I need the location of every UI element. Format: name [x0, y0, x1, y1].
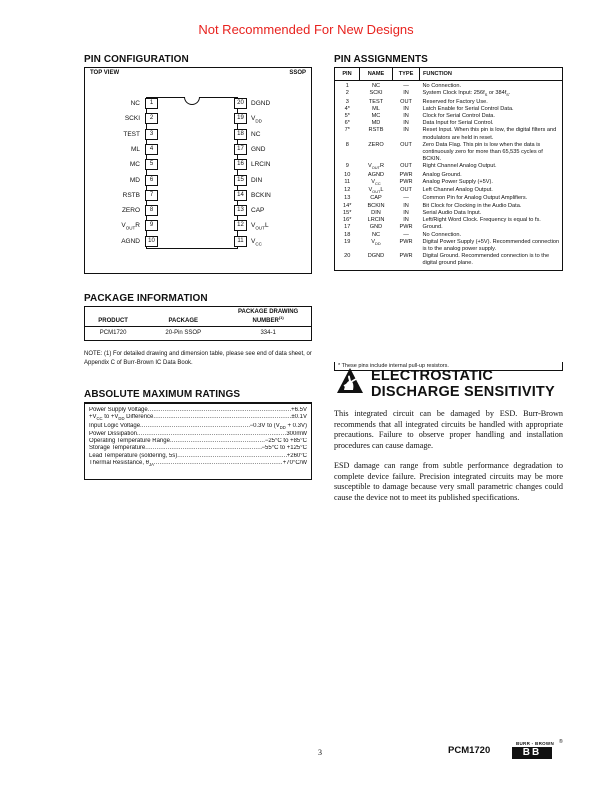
- pin-label: NC: [251, 130, 261, 138]
- assignments-footnote: * These pins include internal pull-up resistors.: [334, 362, 563, 371]
- rating-row: [89, 407, 307, 414]
- pin-cell: 10: [344, 171, 351, 178]
- subscript: OUT: [371, 165, 380, 171]
- pin-cell: 14*: [343, 202, 352, 209]
- rating-value: +6.5V: [291, 407, 307, 413]
- subscript: DD: [375, 240, 381, 246]
- rating-label: $+V_{CC}$ to $+V_{DD}$ Difference: [89, 414, 154, 422]
- col-pin: PIN: [335, 68, 360, 81]
- pin-number: 16: [234, 159, 247, 170]
- pin-cell: 2: [345, 90, 349, 97]
- rating-row: [89, 414, 307, 422]
- pin-label: AGND: [121, 237, 140, 245]
- pin-label: MC: [129, 161, 140, 169]
- function-cell: System Clock Input: $256f_S$ or $384f_S$.: [422, 90, 511, 98]
- pin-cell: 8: [345, 141, 349, 148]
- rating-row: [89, 438, 307, 445]
- function-cell: Clock for Serial Control Data.: [422, 112, 495, 119]
- function-cell: Zero Data Flag. This pin is low when the data is continuously zero for more than 65,535 cycles of BCKIN.: [422, 141, 543, 163]
- top-view-label: TOP VIEW: [90, 70, 120, 76]
- pin-cell: 11: [344, 178, 351, 185]
- table-row: [335, 239, 563, 253]
- table-row: [335, 120, 563, 127]
- function-cell: Reset Input. When this pin is low, the digital filters and modulators are held in reset.: [422, 127, 557, 141]
- pin-number: 14: [234, 190, 247, 201]
- logo-text: BURR - BROWN: [515, 741, 555, 746]
- name-cell: RSTB: [368, 127, 384, 134]
- pin-number: 19: [234, 113, 247, 124]
- name-cell: LRCIN: [367, 217, 385, 224]
- pin-number: 11: [234, 236, 247, 247]
- rating-leader: [153, 414, 291, 422]
- rating-value: −25°C to +85°C: [264, 438, 307, 445]
- rating-label: Power Dissipation: [89, 430, 138, 437]
- pin-number: 7: [145, 190, 158, 201]
- name-cell: NC: [371, 83, 381, 89]
- type-cell: IN: [403, 105, 409, 112]
- table-row: [335, 90, 563, 98]
- name-cell: NC: [371, 231, 381, 238]
- drawing-cell: 334-1: [260, 330, 276, 336]
- function-cell: Ground.: [422, 224, 443, 231]
- pin-number: 2: [145, 113, 158, 124]
- name-cell: DIN: [371, 209, 381, 216]
- rating-leader: [177, 453, 286, 460]
- pin-config-diagram: [84, 67, 312, 274]
- rating-leader: [170, 438, 265, 445]
- name-cell: AGND: [367, 171, 385, 178]
- pin-label: LRCIN: [251, 161, 271, 169]
- rating-value: 300mW: [286, 430, 307, 437]
- pin-cell: 6*: [344, 120, 350, 127]
- col-drawing: [225, 307, 311, 327]
- pin-cell: 17: [344, 224, 351, 231]
- pin-assignments-table: [334, 67, 563, 271]
- pin-cell: 9: [345, 163, 349, 170]
- name-cell: $V_{OUT}R$: [367, 163, 385, 171]
- subscript: S: [506, 92, 509, 98]
- rating-label: Storage Temperature: [89, 445, 146, 452]
- table-row: [335, 195, 563, 202]
- name-cell: MC: [371, 112, 381, 119]
- esd-title-line2: DISCHARGE SENSITIVITY: [371, 384, 555, 400]
- not-recommended-banner: Not Recommended For New Designs: [198, 22, 414, 37]
- pin-label: DGND: [251, 100, 271, 107]
- rating-row: [89, 460, 307, 468]
- function-cell: Left Channel Analog Output.: [422, 187, 493, 194]
- function-cell: Right Channel Analog Output.: [422, 163, 497, 170]
- name-cell: DGND: [367, 253, 385, 260]
- type-cell: OUT: [400, 98, 412, 105]
- package-info-title: PACKAGE INFORMATION: [84, 293, 312, 307]
- table-row: [335, 217, 563, 224]
- esd-paragraph-1: This integrated circuit can be damaged by ESD. Burr-Brown recommends that all integrated circuits be handled with appropriate precautions. Failure to observe proper handling and installation procedures can cause damage.: [334, 409, 563, 450]
- rating-row: [89, 453, 307, 460]
- pin-cell: 1: [345, 83, 349, 89]
- package-label: SSOP: [289, 70, 306, 76]
- pin-number: 15: [234, 175, 247, 186]
- table-row: [335, 106, 563, 113]
- pin-cell: 19: [344, 238, 351, 245]
- rating-value: −55°C to +125°C: [261, 445, 307, 452]
- table-row: [335, 163, 563, 171]
- pin-cell: 18: [344, 231, 351, 238]
- registered-mark: ®: [559, 739, 563, 745]
- package-note: NOTE: (1) For detailed drawing and dimension table, please see end of data sheet, or Appendix C of Burr-Brown IC Data Book.: [84, 351, 312, 366]
- rating-value: +260°C: [286, 452, 307, 459]
- type-cell: PWR: [399, 171, 413, 178]
- esd-warning-icon: [335, 366, 365, 396]
- ratings-title: ABSOLUTE MAXIMUM RATINGS: [84, 389, 312, 403]
- type-cell: IN: [403, 127, 409, 134]
- table-row: [85, 327, 312, 341]
- pin-number: 1: [145, 98, 158, 109]
- product-cell: PCM1720: [99, 330, 127, 336]
- pin-label: $V_{OUT}R$: [121, 222, 140, 231]
- function-cell: No Connection.: [422, 83, 462, 89]
- package-info-table: [84, 306, 312, 341]
- rating-leader: [145, 445, 261, 452]
- type-cell: IN: [403, 112, 409, 119]
- pin-label: GND: [251, 145, 266, 153]
- function-cell: No Connection.: [422, 231, 462, 238]
- table-row: [335, 203, 563, 210]
- rating-row: [89, 423, 307, 431]
- pin-label: NC: [130, 100, 140, 107]
- type-cell: OUT: [400, 163, 412, 170]
- function-cell: Common Pin for Analog Output Amplifiers.: [422, 195, 528, 202]
- function-cell: Latch Enable for Serial Control Data.: [422, 105, 514, 112]
- pin-label: TEST: [123, 130, 140, 138]
- pin-label: $V_{OUT}L$: [251, 222, 269, 231]
- pin-number: 10: [145, 236, 158, 247]
- ic-body: [146, 97, 238, 249]
- pin-number: 3: [145, 129, 158, 140]
- subscript: OUT: [255, 225, 265, 231]
- subscript: CC: [255, 240, 262, 246]
- rating-label: Lead Temperature (soldering, 5s): [89, 452, 178, 459]
- table-row: [335, 232, 563, 239]
- name-cell: $V_{CC}$: [371, 178, 381, 186]
- pin-label: ML: [130, 145, 140, 153]
- type-cell: PWR: [399, 224, 413, 231]
- pin-cell: 7*: [344, 127, 350, 134]
- pin-label: CAP: [251, 207, 265, 215]
- table-row: [335, 253, 563, 270]
- subscript: CC: [96, 416, 103, 422]
- table-row: [335, 224, 563, 231]
- pin-label: $V_{CC}$: [251, 237, 262, 246]
- pin-number: 13: [234, 205, 247, 216]
- pin-config-title: PIN CONFIGURATION: [84, 54, 312, 68]
- pin-number: 6: [145, 175, 158, 186]
- burr-brown-logo: [512, 739, 563, 759]
- rating-leader: [148, 407, 291, 414]
- pin-cell: 5*: [344, 112, 350, 119]
- pin-label: BCKIN: [251, 191, 271, 199]
- table-row: [335, 179, 563, 187]
- pin-cell: 15*: [343, 209, 352, 216]
- type-cell: —: [403, 231, 409, 238]
- col-product: PRODUCT: [85, 307, 142, 327]
- rating-value: ±0.1V: [291, 414, 307, 421]
- name-cell: SCKI: [369, 90, 383, 97]
- package-cell: 20-Pin SSOP: [165, 330, 202, 336]
- esd-title-line1: ELECTROSTATIC: [371, 368, 494, 384]
- pin-number: 17: [234, 144, 247, 155]
- pin-number: 12: [234, 220, 247, 231]
- table-row: [335, 99, 563, 106]
- col-function: FUNCTION: [420, 68, 563, 81]
- rating-value: +70°C/W: [282, 459, 307, 466]
- rating-row: [89, 445, 307, 452]
- pin-label: MD: [129, 176, 140, 184]
- rating-leader: [154, 460, 283, 468]
- rating-row: [89, 431, 307, 438]
- table-row: [335, 113, 563, 120]
- type-cell: PWR: [399, 178, 413, 185]
- pin-number: 9: [145, 220, 158, 231]
- col-drawing-note: (1): [278, 315, 284, 320]
- type-cell: PWR: [399, 238, 413, 245]
- col-type: TYPE: [393, 68, 420, 81]
- pin-label: $V_{DD}$: [251, 115, 262, 124]
- table-row: [335, 142, 563, 164]
- pin-assignments-title: PIN ASSIGNMENTS: [334, 54, 563, 68]
- function-cell: Left/Right Word Clock. Frequency is equal to fs.: [422, 217, 541, 224]
- subscript: DD: [118, 416, 125, 422]
- pin-cell: 12: [344, 187, 351, 194]
- rating-label: Operating Temperature Range: [89, 438, 170, 445]
- type-cell: PWR: [399, 253, 413, 260]
- function-cell: Serial Audio Data Input.: [422, 209, 482, 216]
- pin-label: RSTB: [122, 191, 140, 199]
- name-cell: CAP: [370, 195, 382, 202]
- pin-number: 20: [234, 98, 247, 109]
- function-cell: Digital Power Supply (+5V). Recommended connection is to the analog power supply.: [422, 238, 560, 252]
- function-cell: Reserved for Factory Use.: [422, 98, 488, 105]
- name-cell: ZERO: [368, 141, 384, 148]
- name-cell: $V_{DD}$: [371, 238, 381, 246]
- pin-cell: 4*: [344, 105, 350, 112]
- pin-cell: 13: [344, 195, 351, 202]
- function-cell: Data Input for Serial Control.: [422, 120, 494, 127]
- pin-cell: 20: [344, 253, 351, 260]
- pin-label: ZERO: [121, 207, 140, 215]
- pin-cell: 16*: [343, 217, 352, 224]
- subscript: OUT: [372, 189, 381, 195]
- rating-leader: [137, 431, 286, 438]
- table-row: [335, 127, 563, 141]
- pin-cell: 3: [345, 98, 349, 105]
- part-number: PCM1720: [448, 745, 491, 756]
- col-drawing-label: PACKAGE DRAWING NUMBER: [238, 309, 299, 324]
- type-cell: OUT: [400, 187, 412, 194]
- subscript: JA: [149, 461, 154, 467]
- pin-number: 4: [145, 144, 158, 155]
- pin-number: 8: [145, 205, 158, 216]
- page-number: 3: [318, 748, 322, 757]
- table-row: [335, 187, 563, 195]
- name-cell: MD: [371, 120, 381, 127]
- type-cell: IN: [403, 209, 409, 216]
- function-cell: Digital Ground. Recommended connection is to the digital ground plane.: [422, 253, 550, 267]
- col-name: NAME: [360, 68, 393, 81]
- pin-label: DIN: [251, 176, 263, 184]
- function-cell: Analog Power Supply (+5V).: [422, 178, 493, 185]
- table-row: [335, 81, 563, 91]
- esd-paragraph-2: ESD damage can range from subtle performance degradation to complete device failure. Precision integrated circuits may be more susceptible to damage because very small parametric changes could cause the device not to meet its published specifications.: [334, 461, 563, 502]
- subscript: S: [484, 92, 488, 98]
- table-row: [335, 210, 563, 217]
- name-cell: BCKIN: [367, 202, 385, 209]
- type-cell: —: [403, 195, 409, 202]
- name-cell: GND: [369, 224, 383, 231]
- type-cell: IN: [403, 90, 409, 97]
- rating-value: −0.3V to $(V_{DD} + 0.3V)$: [249, 422, 307, 430]
- col-package: PACKAGE: [141, 307, 225, 327]
- type-cell: IN: [403, 120, 409, 127]
- function-cell: Bit Clock for Clocking in the Audio Data.: [422, 202, 522, 209]
- table-row: [335, 172, 563, 179]
- rating-leader: [140, 423, 250, 431]
- type-cell: OUT: [400, 141, 412, 148]
- pin1-notch: [184, 97, 200, 105]
- function-cell: Analog Ground.: [422, 171, 462, 178]
- rating-label: Thermal Resistance, $\theta_{JA}$: [89, 459, 154, 467]
- name-cell: TEST: [368, 98, 384, 105]
- logo-mark: BB: [512, 747, 552, 759]
- type-cell: IN: [403, 217, 409, 224]
- esd-title: [371, 368, 555, 400]
- type-cell: IN: [403, 202, 409, 209]
- type-cell: —: [403, 83, 409, 89]
- subscript: DD: [255, 118, 262, 124]
- rating-label: Power Supply Voltage: [89, 407, 148, 413]
- pin-label: SCKI: [124, 115, 140, 123]
- name-cell: $V_{OUT}L$: [368, 187, 384, 195]
- rating-label: Input Logic Voltage: [89, 422, 141, 429]
- subscript: CC: [375, 180, 381, 186]
- pin-number: 18: [234, 129, 247, 140]
- subscript: OUT: [125, 225, 136, 231]
- subscript: DD: [279, 424, 286, 430]
- name-cell: ML: [372, 105, 380, 112]
- ratings-box: [84, 403, 312, 480]
- pin-number: 5: [145, 159, 158, 170]
